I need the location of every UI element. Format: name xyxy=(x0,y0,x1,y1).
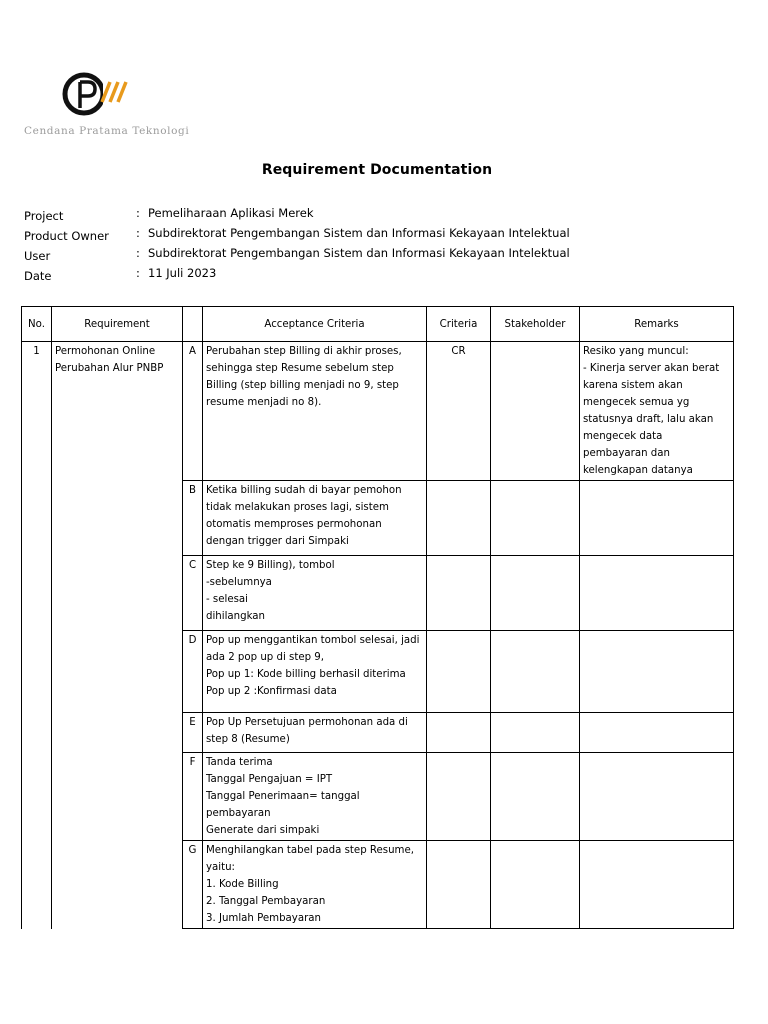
item-remarks xyxy=(580,753,734,841)
item-acceptance-text: Perubahan step Billing di akhir proses, sehingga step Resume sebelum step Billing (step billing menjadi no 9, step resume menjadi no 8). xyxy=(203,342,427,481)
item-stakeholder xyxy=(491,556,580,631)
item-criteria xyxy=(427,631,491,713)
meta-user: User : Subdirektorat Pengembangan Sistem dan Informasi Kekayaan Intelektual xyxy=(24,246,570,263)
item-remarks xyxy=(580,713,734,753)
item-acceptance-text: Menghilangkan tabel pada step Resume, yaitu: 1. Kode Billing 2. Tanggal Pembayaran 3. Jumlah Pembayaran xyxy=(203,841,427,929)
document-meta xyxy=(24,206,744,286)
meta-project: Project : Pemeliharaan Aplikasi Merek xyxy=(24,206,314,223)
item-stakeholder xyxy=(491,631,580,713)
item-criteria xyxy=(427,841,491,929)
meta-date: Date : 11 Juli 2023 xyxy=(24,266,217,283)
item-criteria xyxy=(427,713,491,753)
table-row xyxy=(22,342,734,481)
item-stakeholder xyxy=(491,713,580,753)
row-requirement: Permohonan Online Perubahan Alur PNBP xyxy=(52,342,183,929)
requirement-table xyxy=(21,306,734,929)
meta-value: Subdirektorat Pengembangan Sistem dan Informasi Kekayaan Intelektual xyxy=(148,226,570,240)
item-criteria xyxy=(427,556,491,631)
item-criteria: CR xyxy=(427,342,491,481)
document-title: Requirement Documentation xyxy=(261,162,493,178)
meta-value: 11 Juli 2023 xyxy=(148,266,217,280)
item-remarks: Resiko yang muncul: - Kinerja server akan berat karena sistem akan mengecek semua yg statusnya draft, lalu akan mengecek data pembayaran dan kelengkapan datanya xyxy=(580,342,734,481)
item-remarks xyxy=(580,481,734,556)
item-criteria xyxy=(427,481,491,556)
item-acceptance-text: Tanda terima Tanggal Pengajuan = IPT Tanggal Penerimaan= tanggal pembayaran Generate dari simpaki xyxy=(203,753,427,841)
item-stakeholder xyxy=(491,342,580,481)
item-letter: A xyxy=(183,342,203,481)
item-acceptance-text: Step ke 9 Billing), tombol -sebelumnya - selesai dihilangkan xyxy=(203,556,427,631)
meta-label: Project xyxy=(24,209,64,223)
item-criteria xyxy=(427,753,491,841)
item-letter: C xyxy=(183,556,203,631)
meta-product-owner: Product Owner : Subdirektorat Pengembangan Sistem dan Informasi Kekayaan Intelektual xyxy=(24,226,570,243)
item-letter: B xyxy=(183,481,203,556)
item-acceptance-text: Ketika billing sudah di bayar pemohon tidak melakukan proses lagi, sistem otomatis memproses permohonan dengan trigger dari Simpaki xyxy=(203,481,427,556)
table-header-row xyxy=(22,307,734,342)
meta-value: Subdirektorat Pengembangan Sistem dan Informasi Kekayaan Intelektual xyxy=(148,246,570,260)
item-stakeholder xyxy=(491,841,580,929)
header-letter xyxy=(183,307,203,342)
item-stakeholder xyxy=(491,753,580,841)
item-acceptance-text: Pop Up Persetujuan permohonan ada di step 8 (Resume) xyxy=(203,713,427,753)
header-requirement: Requirement xyxy=(52,307,183,342)
item-letter: F xyxy=(183,753,203,841)
item-letter: E xyxy=(183,713,203,753)
header-remarks: Remarks xyxy=(580,307,734,342)
header-stakeholder: Stakeholder xyxy=(491,307,580,342)
header-criteria: Criteria xyxy=(427,307,491,342)
item-stakeholder xyxy=(491,481,580,556)
item-remarks xyxy=(580,631,734,713)
item-remarks xyxy=(580,841,734,929)
row-number: 1 xyxy=(22,342,52,929)
item-acceptance-text: Pop up menggantikan tombol selesai, jadi ada 2 pop up di step 9, Pop up 1: Kode billing berhasil diterima Pop up 2 :Konfirmasi data xyxy=(203,631,427,713)
meta-label: User xyxy=(24,249,51,263)
meta-label: Product Owner xyxy=(24,229,109,243)
meta-value: Pemeliharaan Aplikasi Merek xyxy=(148,206,314,220)
header-no: No. xyxy=(22,307,52,342)
header-acceptance-criteria: Acceptance Criteria xyxy=(203,307,427,342)
item-remarks xyxy=(580,556,734,631)
item-letter: G xyxy=(183,841,203,929)
company-logo xyxy=(22,68,222,144)
cp-logo-icon xyxy=(60,68,132,120)
meta-label: Date xyxy=(24,269,52,283)
item-letter: D xyxy=(183,631,203,713)
company-name: Cendana Pratama Teknologi xyxy=(24,125,190,137)
